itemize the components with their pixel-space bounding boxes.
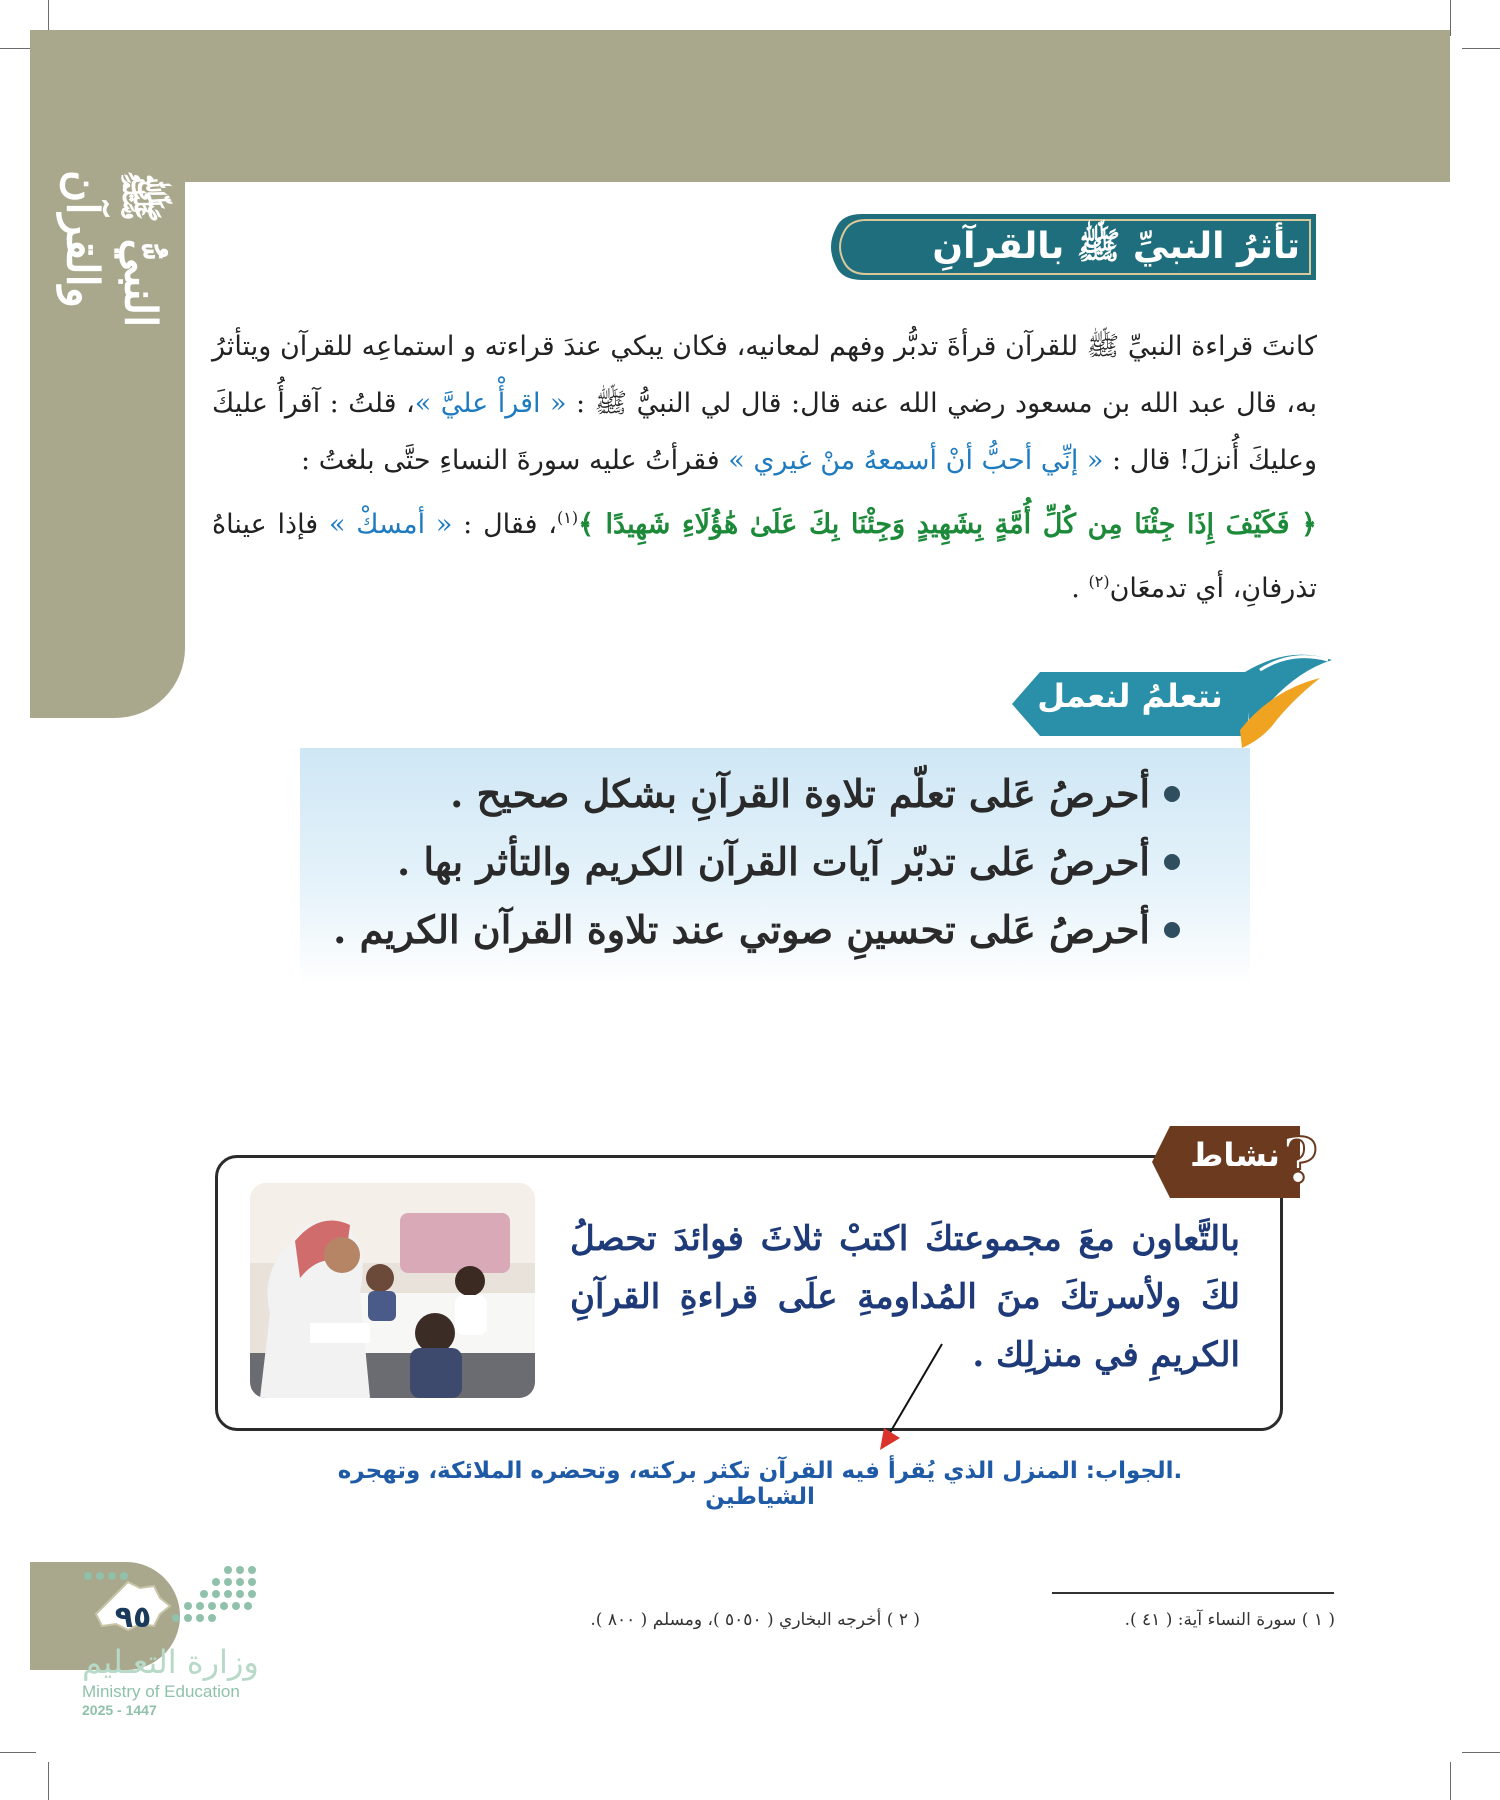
page-number: ٩٥ bbox=[114, 1600, 152, 1635]
footnote: ( ٢ ) أخرجه البخاري ( ٥٠٥٠ )، ومسلم ( ٨٠٠ ). bbox=[590, 1610, 920, 1630]
point-text: أحرصُ عَلى تعلّم تلاوة القرآنِ بشكل صحيح . bbox=[450, 771, 1150, 816]
point-text: أحرصُ عَلى تحسينِ صوتي عند تلاوة القرآن الكريم . bbox=[333, 907, 1150, 952]
learn-label: نتعلمُ لنعمل bbox=[1037, 677, 1223, 715]
hadith-quote: « اقرأْ عليَّ » bbox=[414, 388, 567, 419]
crop-mark bbox=[48, 1762, 49, 1800]
bullet-icon bbox=[1164, 854, 1180, 870]
header-band bbox=[30, 30, 1450, 182]
main-paragraph bbox=[212, 318, 1317, 617]
paragraph-text: . bbox=[1071, 573, 1089, 604]
paragraph-text: ، قلتُ : آقرأُ عليكَ وعليكَ أُنزلَ! قال : bbox=[212, 388, 1317, 476]
bullet-icon bbox=[1164, 922, 1180, 938]
quran-verse: ﴿ فَكَيْفَ إِذَا جِئْنَا مِن كُلِّ أُمَّةٍ بِشَهِيدٍ وَجِئْنَا بِكَ عَلَىٰ هَٰؤُلَاءِ شَهِيدًا ﴾ bbox=[578, 509, 1317, 540]
section-title: تأثرُ النبيِّ ﷺ بالقرآنِ bbox=[932, 226, 1300, 267]
hadith-quote: « إنِّي أحبُّ أنْ أسمعهُ منْ غيري » bbox=[728, 445, 1104, 476]
question-mark-icon: ? bbox=[1281, 1124, 1319, 1197]
family-reading-photo bbox=[250, 1183, 535, 1398]
arrow-icon bbox=[870, 1340, 950, 1450]
unit-title: النبيُّ ﷺ والقرآن bbox=[56, 170, 166, 328]
footnote-ref: (١) bbox=[556, 508, 579, 527]
crop-mark bbox=[1462, 48, 1500, 49]
activity-prompt: بالتَّعاون معَ مجموعتكَ اكتبْ ثلاثَ فوائدَ تحصلُ لكَ ولأسرتكَ منَ المُداومةِ علَى قراءةِ القرآنِ الكريمِ في منزلِك . bbox=[570, 1219, 1240, 1375]
ministry-name-en: Ministry of Education bbox=[82, 1682, 240, 1701]
edition-year: 2025 - 1447 bbox=[82, 1702, 157, 1718]
paragraph-text: ، فقال : bbox=[452, 509, 557, 540]
points-list bbox=[330, 760, 1180, 964]
point-text: أحرصُ عَلى تدبّر آيات القرآن الكريم والتأثر بها . bbox=[397, 839, 1150, 884]
list-item bbox=[330, 828, 1180, 896]
list-item bbox=[330, 896, 1180, 964]
paragraph-text: كانتَ قراءة النبيِّ ﷺ للقرآن قرأةَ تدبُّر وفهم لمعانيه، فكان يبكي عندَ قراءته و استماعِه للقرآن ويتأثرُ به، قال عبد الله بن مسعود رضي الله عنه قال: قال لي النبيُّ ﷺ : bbox=[212, 331, 1317, 419]
bullet-icon bbox=[1164, 786, 1180, 802]
crop-mark bbox=[1462, 1752, 1500, 1753]
footnote-divider bbox=[1052, 1592, 1334, 1594]
crop-mark bbox=[1450, 0, 1451, 36]
answer-text: .الجواب: المنزل الذي يُقرأ فيه القرآن تكثر بركته، وتحضره الملائكة، وتهجره الشياطين bbox=[337, 1458, 1183, 1510]
paragraph-text: فقرأتُ عليه سورةَ النساءِ حتَّى بلغتُ : bbox=[301, 445, 729, 476]
paragraph-text: فإذا عيناهُ تذرفانِ، أي تدمعَان bbox=[212, 509, 1317, 604]
list-item bbox=[330, 760, 1180, 828]
hadith-quote: « أمسكْ » bbox=[329, 509, 453, 540]
activity-label: نشاط bbox=[1190, 1136, 1280, 1174]
ministry-name-ar: وزارة التعـليم bbox=[82, 1643, 259, 1681]
footnote-ref: (٢) bbox=[1088, 572, 1110, 591]
footnote: ( ١ ) سورة النساء آية: ( ٤١ ). bbox=[1124, 1610, 1335, 1630]
crop-mark bbox=[0, 1752, 36, 1753]
crop-mark bbox=[1450, 1762, 1451, 1800]
